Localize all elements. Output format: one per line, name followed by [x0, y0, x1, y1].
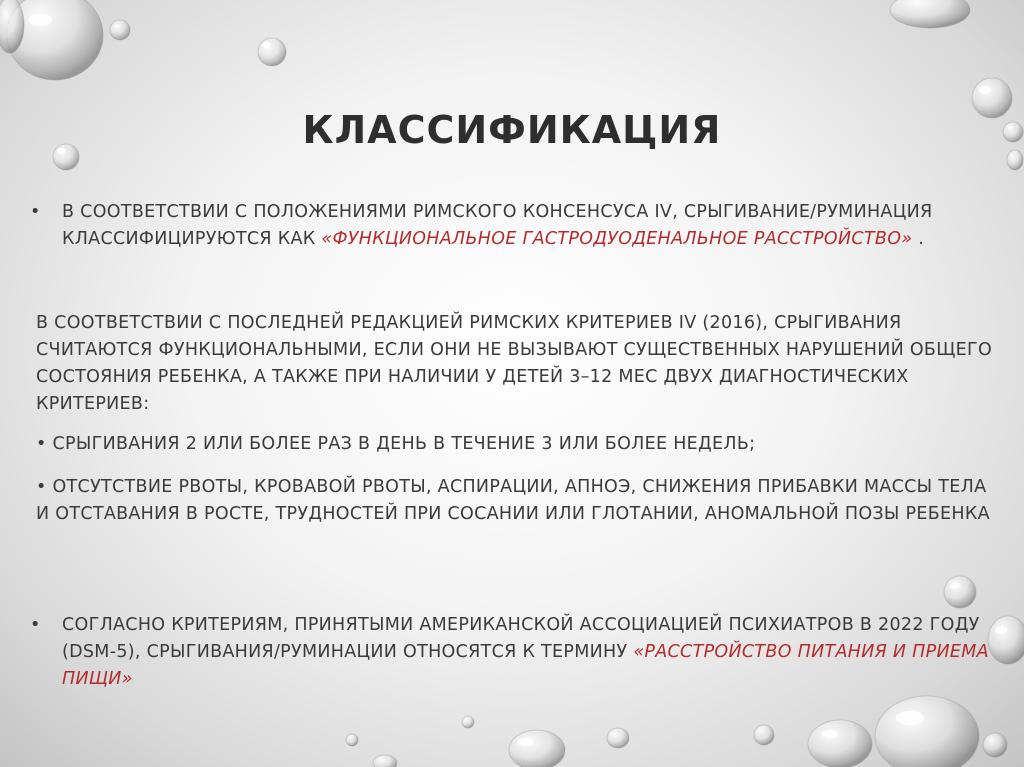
paragraph-rome-criteria: В СООТВЕТСТВИИ С ПОСЛЕДНЕЙ РЕДАКЦИЕЙ РИМСКИХ КРИТЕРИЕВ IV (2016), СРЫГИВАНИЯ СЧИТАЮТСЯ ФУНКЦИОНАЛЬНЫМИ, ЕСЛИ ОНИ НЕ ВЫЗЫВАЮТ СУЩЕСТВЕННЫХ НАРУШЕНИЙ ОБЩЕГО СОСТОЯНИЯ РЕБЕНКА, А ТАКЖЕ ПРИ НАЛИЧИИ У ДЕТЕЙ 3–12 МЕС ДВУХ ДИАГНОСТИЧЕСКИХ КРИТЕРИЕВ:: [36, 313, 993, 414]
highlighted-term: «РАССТРОЙСТВО ПИТАНИЯ И ПРИЕМА ПИЩИ»: [62, 642, 989, 689]
bullet-marker: •: [30, 202, 41, 222]
paragraph-text: В СООТВЕТСТВИИ С ПОЛОЖЕНИЯМИ РИМСКОГО КОНСЕНСУСА IV, СРЫГИВАНИЕ/РУМИНАЦИЯ КЛАССИФИЦИРУЮТСЯ КАК: [62, 202, 933, 249]
slide-title: КЛАССИФИКАЦИЯ: [302, 108, 722, 152]
criterion-item-2: • ОТСУТСТВИЕ РВОТЫ, КРОВАВОЙ РВОТЫ, АСПИРАЦИИ, АПНОЭ, СНИЖЕНИЯ ПРИБАВКИ МАССЫ ТЕЛА И ОТСТАВАНИЯ В РОСТЕ, ТРУДНОСТЕЙ ПРИ СОСАНИИ ИЛИ ГЛОТАНИИ, АНОМАЛЬНОЙ ПОЗЫ РЕБЕНКА: [36, 477, 990, 524]
highlighted-term: «ФУНКЦИОНАЛЬНОЕ ГАСТРОДУОДЕНАЛЬНОЕ РАССТРОЙСТВО»: [321, 229, 913, 249]
paragraph-rome-consensus: [62, 199, 992, 253]
paragraph-end: .: [912, 229, 925, 249]
bullet-marker: •: [30, 615, 41, 635]
criterion-item-1: • СРЫГИВАНИЯ 2 ИЛИ БОЛЕЕ РАЗ В ДЕНЬ В ТЕЧЕНИЕ 3 ИЛИ БОЛЕЕ НЕДЕЛЬ;: [36, 434, 756, 454]
paragraph-dsm5: [62, 612, 992, 693]
paragraph-text: СОГЛАСНО КРИТЕРИЯМ, ПРИНЯТЫМИ АМЕРИКАНСКОЙ АССОЦИАЦИЕЙ ПСИХИАТРОВ В 2022 ГОДУ (DSM-5), СРЫГИВАНИЯ/РУМИНАЦИИ ОТНОСЯТСЯ К ТЕРМИНУ: [62, 615, 980, 662]
